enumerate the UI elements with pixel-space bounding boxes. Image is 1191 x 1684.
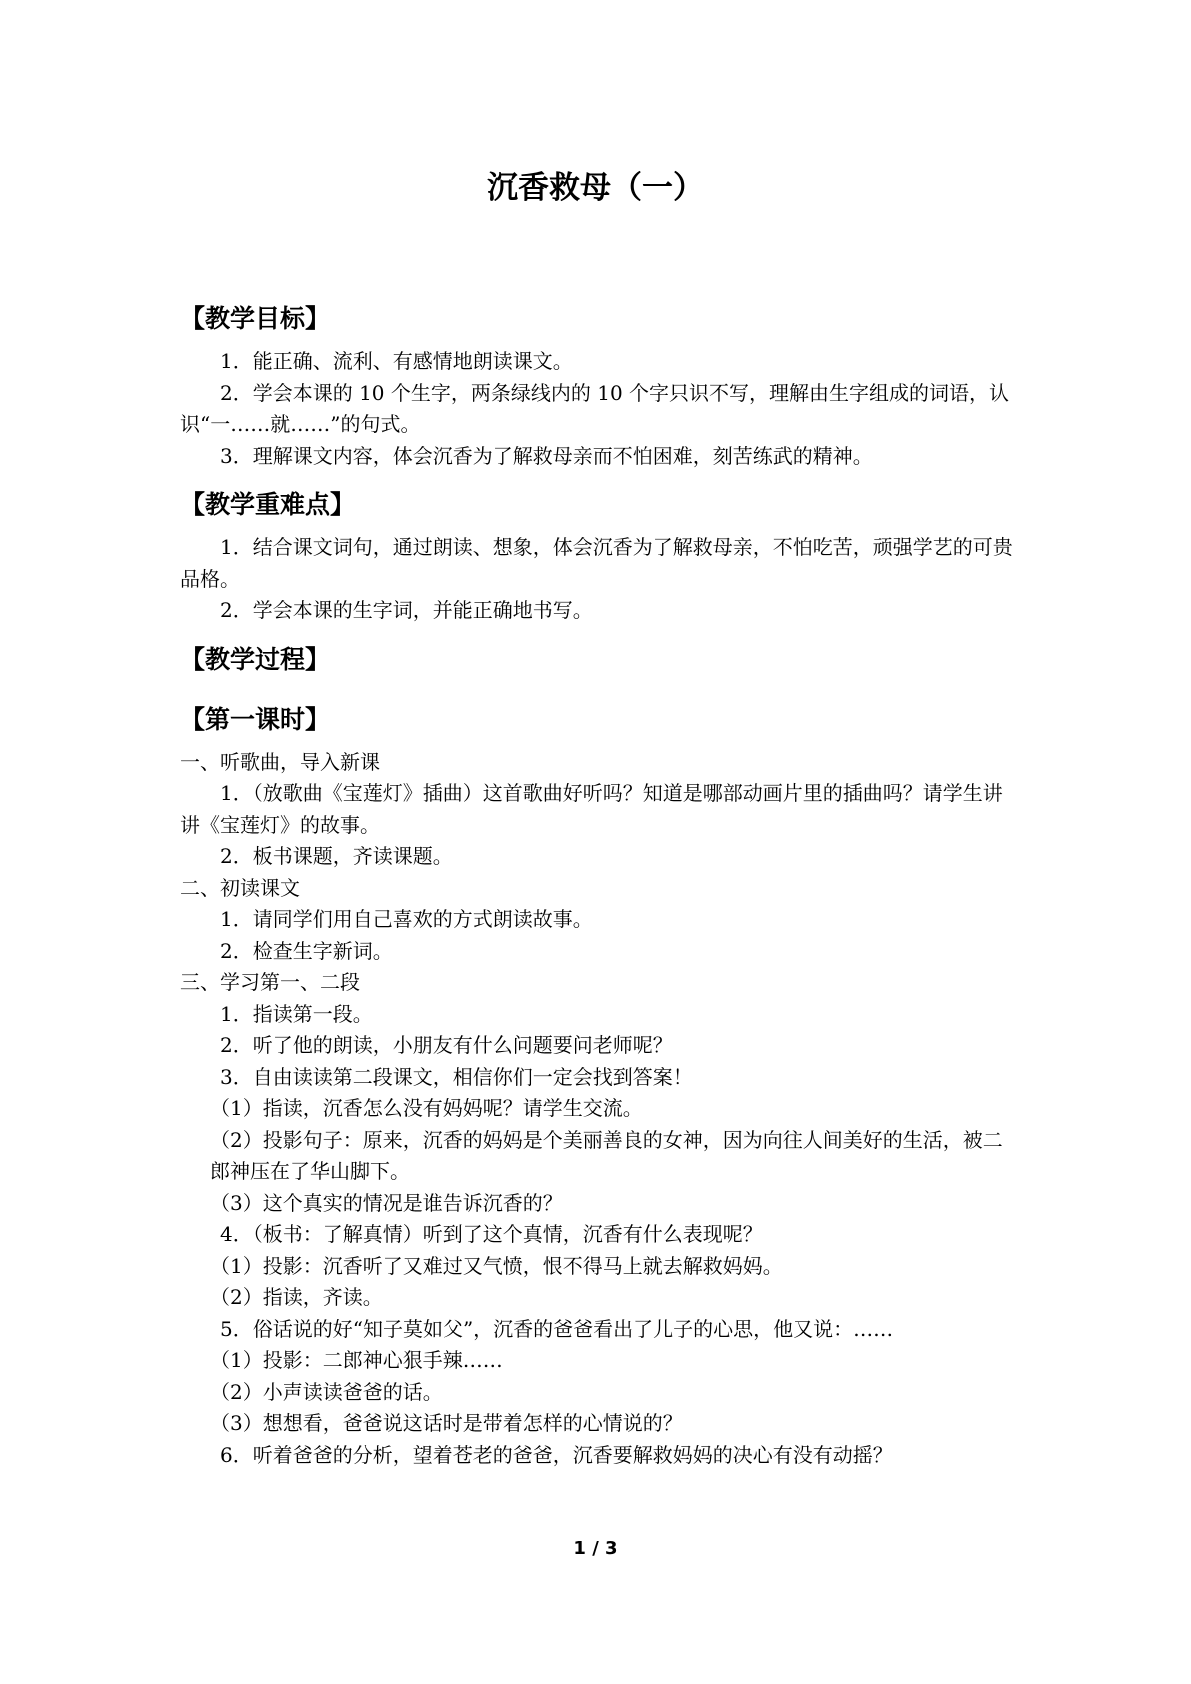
part3-item: 5．俗话说的好“知子莫如父”，沉香的爸爸看出了儿子的心思，他又说：…… xyxy=(220,1316,894,1341)
document-title: 沉香救母（一） xyxy=(487,170,704,206)
part2-item: 2．检查生字新词。 xyxy=(220,938,393,963)
part3-item: 1．指读第一段。 xyxy=(220,1001,373,1026)
goals-heading: 【教学目标】 xyxy=(180,304,331,333)
goal-item: 3．理解课文内容，体会沉香为了解救母亲而不怕困难，刻苦练武的精神。 xyxy=(220,443,873,468)
part1-heading: 一、听歌曲，导入新课 xyxy=(180,749,380,774)
part3-subitem: （1）投影：二郎神心狠手辣…… xyxy=(210,1348,503,1372)
page-number: 1 / 3 xyxy=(573,1538,618,1559)
process-heading: 【教学过程】 xyxy=(180,644,331,674)
part3-subitem: （3）这个真实的情况是谁告诉沉香的？ xyxy=(210,1190,563,1215)
key-point-item: 2．学会本课的生字词，并能正确地书写。 xyxy=(220,598,593,622)
part3-heading: 三、学习第一、二段 xyxy=(180,970,360,994)
lesson-heading: 【第一课时】 xyxy=(180,704,331,734)
document-body xyxy=(180,300,1015,1471)
key-points-heading: 【教学重难点】 xyxy=(180,490,356,519)
goal-item: 1．能正确、流利、有感情地朗读课文。 xyxy=(220,349,573,373)
part3-item: 3．自由读读第二段课文，相信你们一定会找到答案！ xyxy=(220,1064,693,1089)
key-point-item: 1．结合课文词句，通过朗读、想象，体会沉香为了解救母亲，不怕吃苦，顽强学艺的可贵品格。 xyxy=(180,535,1013,591)
part3-item: 2．听了他的朗读，小朋友有什么问题要问老师呢？ xyxy=(220,1033,673,1057)
part1-item: 2．板书课题，齐读课题。 xyxy=(220,844,453,868)
part3-subitem: （1）投影：沉香听了又难过又气愤，恨不得马上就去解救妈妈。 xyxy=(210,1253,783,1278)
part3-item: 4．（板书：了解真情）听到了这个真情，沉香有什么表现呢？ xyxy=(220,1222,763,1246)
part2-heading: 二、初读课文 xyxy=(180,875,300,900)
part3-subitem: （3）想想看，爸爸说这话时是带着怎样的心情说的？ xyxy=(210,1411,683,1435)
part3-item: 6．听着爸爸的分析，望着苍老的爸爸，沉香要解救妈妈的决心有没有动摇？ xyxy=(220,1442,893,1467)
part3-subitem: （1）指读，沉香怎么没有妈妈呢？请学生交流。 xyxy=(210,1096,643,1120)
part3-subitem: （2）小声读读爸爸的话。 xyxy=(210,1379,443,1404)
part3-subitem: （2）投影句子：原来，沉香的妈妈是个美丽善良的女神，因为向往人间美好的生活，被二郎神压在了华山脚下。 xyxy=(210,1127,1003,1183)
part2-item: 1．请同学们用自己喜欢的方式朗读故事。 xyxy=(220,907,593,931)
part3-subitem: （2）指读，齐读。 xyxy=(210,1285,383,1309)
part1-item: 1．（放歌曲《宝莲灯》插曲）这首歌曲好听吗？知道是哪部动画片里的插曲吗？请学生讲讲《宝莲灯》的故事。 xyxy=(180,781,1003,837)
goal-item: 2．学会本课的 10 个生字，两条绿线内的 10 个字只识不写，理解由生字组成的词语，认识“一……就……”的句式。 xyxy=(180,380,1010,436)
